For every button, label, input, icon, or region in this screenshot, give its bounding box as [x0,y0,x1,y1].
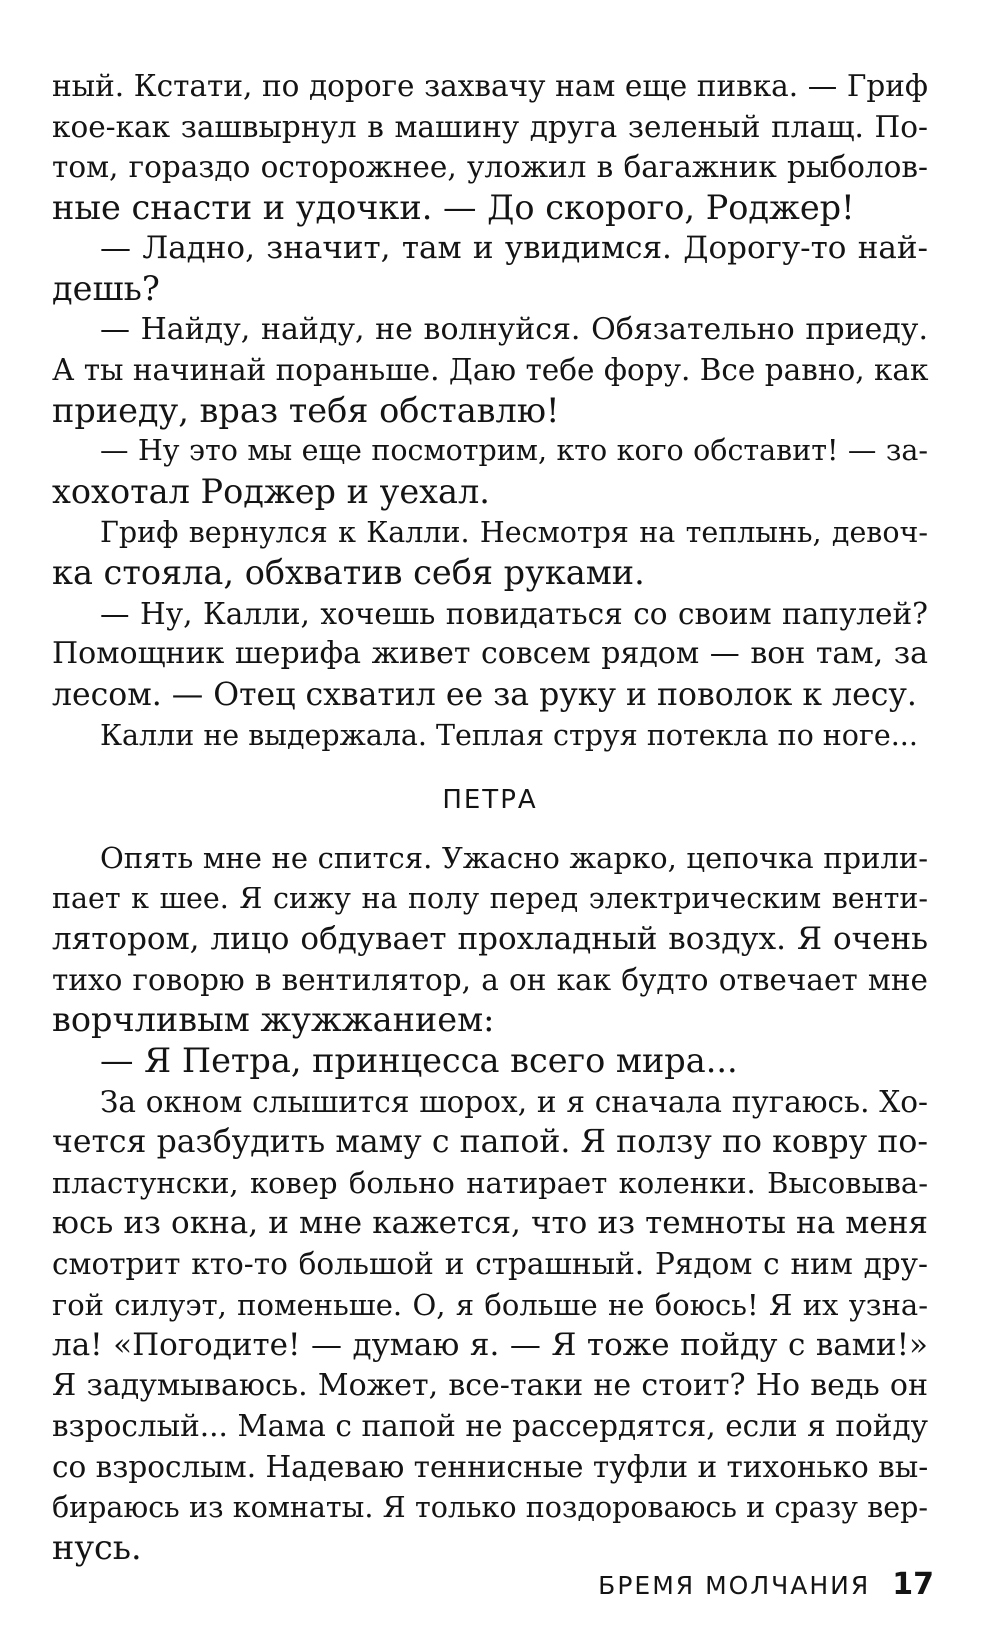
text-line: нусь. [52,1528,142,1568]
chapter-heading: ПЕТРА [442,785,538,816]
text-line: Помощник шерифа живет совсем рядом — вон там, за [52,636,928,672]
text-line: пает к шее. Я сижу на полу перед электрическим венти- [52,881,928,915]
text-line: — Я Петра, принцесса всего мира... [100,1041,738,1081]
text-line: дешь? [52,268,160,308]
text-line: ла! «Погодите! — думаю я. — Я тоже пойду с вами!» [52,1327,928,1364]
text-line: кое-как зашвырнул в машину друга зеленый плащ. По- [52,109,928,144]
text-line: юсь из окна, и мне кажется, что из темноты на меня [52,1205,928,1242]
text-line: Опять мне не спится. Ужасно жарко, цепочка прили- [100,841,928,876]
text-line: За окном слышится шорох, и я сначала пугаюсь. Хо- [100,1084,928,1119]
text-line: — Ладно, значит, там и увидимся. Дорогу-то най- [100,230,928,267]
text-line: бираюсь из комнаты. Я только поздороваюсь и сразу вер- [52,1490,928,1524]
book-title: БРЕМЯ МОЛЧАНИЯ [598,1571,871,1600]
text-line: смотрит кто-то большой и страшный. Рядом с ним дру- [52,1247,928,1282]
text-line: ворчливым жужжанием: [52,1000,495,1040]
text-line: взрослый... Мама с папой не рассердятся, если я пойду [52,1409,928,1444]
text-line: — Ну, Калли, хочешь повидаться со своим папулей? [100,596,928,631]
text-line: — Найду, найду, не волнуйся. Обязательно приеду. [100,311,928,347]
page-body [52,66,928,1569]
text-line: ка стояла, обхватив себя руками. [52,553,645,593]
text-line: чется разбудить маму с папой. Я ползу по ковру по- [52,1124,928,1161]
section-kalli [52,66,928,756]
text-line: лятором, лицо обдувает прохладный воздух. Я очень [52,921,928,958]
text-line: хохотал Роджер и уехал. [52,471,490,511]
running-footer [598,1567,934,1602]
section-petra [52,838,928,1569]
text-line: Калли не выдержала. Теплая струя потекла по ноге... [100,718,918,752]
text-line: гой силуэт, поменьше. О, я больше не боюсь! Я их узна- [52,1287,928,1322]
page-number: 17 [892,1567,934,1602]
text-line: Я задумываюсь. Может, все-таки не стоит? Но ведь он [52,1367,928,1403]
text-line: со взрослым. Надеваю теннисные туфли и тихонько вы- [52,1450,929,1484]
text-line: приеду, враз тебя обставлю! [52,390,560,430]
text-line: Гриф вернулся к Калли. Несмотря на теплынь, девоч- [100,515,928,549]
text-line: А ты начинай пораньше. Даю тебе фору. Все равно, как [52,353,929,388]
text-line: том, гораздо осторожнее, уложил в багажник рыболов- [52,150,928,185]
text-line: ные снасти и удочки. — До скорого, Роджер! [52,187,855,227]
text-line: лесом. — Отец схватил ее за руку и поволок к лесу. [52,676,917,713]
text-line: — Ну это мы еще посмотрим, кто кого обставит! — за- [100,434,928,468]
text-line: пластунски, ковер больно натирает коленки. Высовыва- [52,1165,928,1200]
text-line: ный. Кстати, по дороге захвачу нам еще пивка. — Гриф [52,69,928,103]
text-line: тихо говорю в вентилятор, а он как будто отвечает мне [52,962,928,997]
